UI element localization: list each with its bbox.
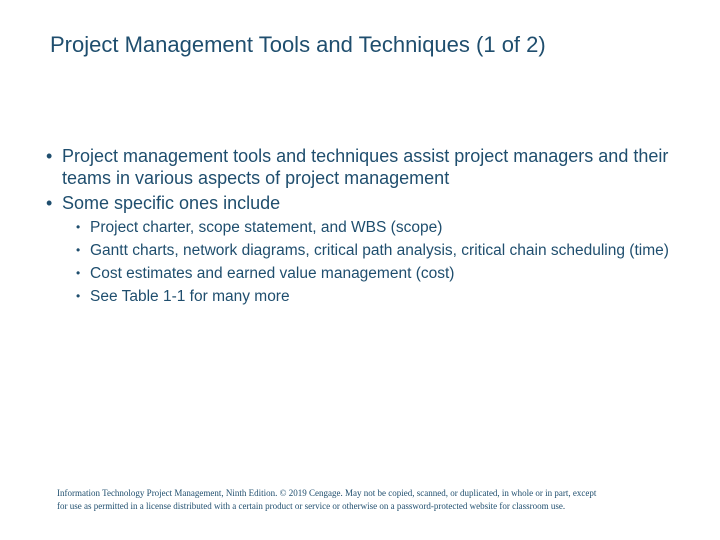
bullet-text: Project management tools and techniques assist project managers and their teams in various aspects of project management [62, 146, 669, 188]
bullet-item [44, 192, 684, 214]
sub-bullet-dot: • [76, 266, 81, 280]
sub-bullet-item [44, 264, 684, 283]
bullet-list [44, 145, 684, 310]
slide-title: Project Management Tools and Techniques (1 of 2) [50, 32, 546, 57]
sub-bullet-item [44, 218, 684, 237]
sub-bullet-dot: • [76, 220, 81, 234]
footer-line: Information Technology Project Management, Ninth Edition. © 2019 Cengage. May not be copied, scanned, or duplicated, in whole or in part, except [57, 488, 597, 498]
sub-bullet-text: Project charter, scope statement, and WBS (scope) [90, 219, 443, 236]
sub-bullet-item [44, 241, 684, 260]
sub-bullet-item [44, 287, 684, 306]
sub-bullet-text: Cost estimates and earned value management (cost) [90, 265, 455, 282]
bullet-dot: • [46, 193, 53, 213]
sub-bullet-list [44, 218, 684, 306]
footer-line: for use as permitted in a license distributed with a certain product or service or otherwise on a password-protected website for classroom use. [57, 501, 566, 511]
sub-bullet-dot: • [76, 243, 81, 257]
bullet-item [44, 145, 684, 189]
sub-bullet-text: Gantt charts, network diagrams, critical path analysis, critical chain scheduling (time) [90, 242, 669, 259]
bullet-text: Some specific ones include [62, 193, 281, 213]
sub-bullet-text: See Table 1-1 for many more [90, 288, 290, 305]
copyright-footer [57, 487, 677, 513]
bullet-dot: • [46, 146, 53, 166]
sub-bullet-dot: • [76, 289, 81, 303]
